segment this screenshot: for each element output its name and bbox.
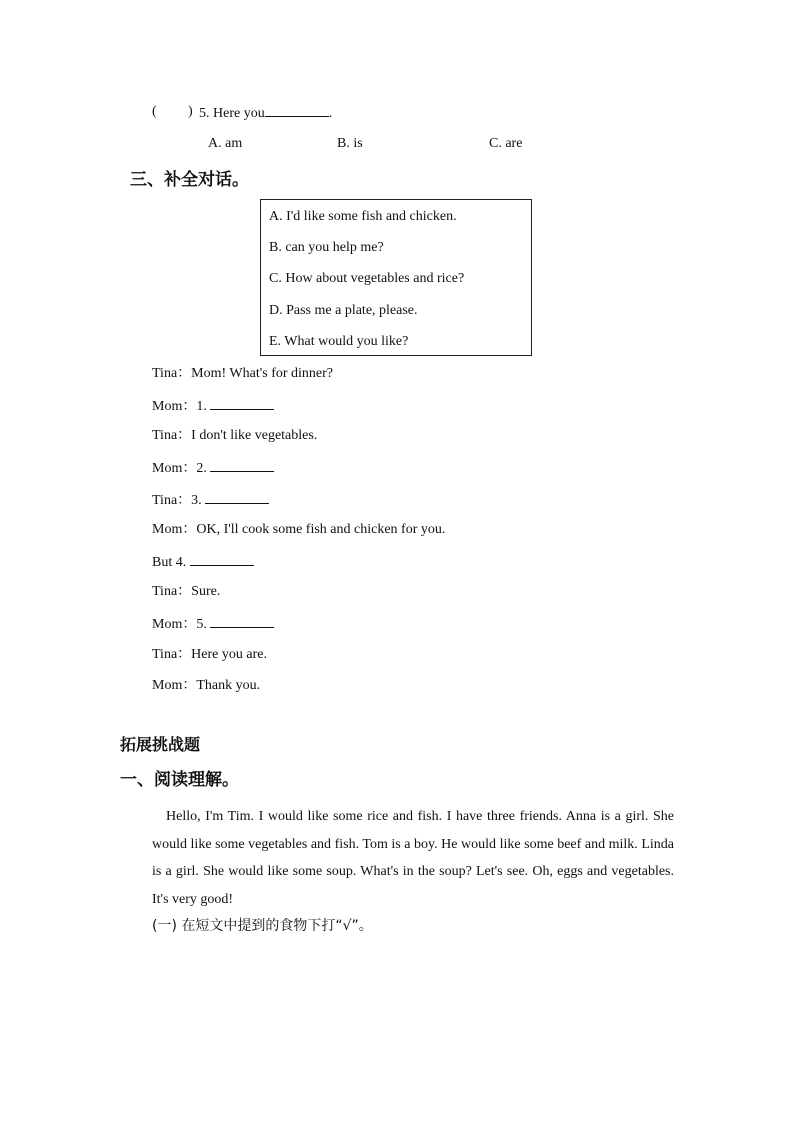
dialogue-line	[152, 521, 445, 539]
speaker: Tina：	[152, 366, 192, 381]
answer-blank-2[interactable]	[210, 458, 274, 472]
section3-title: 三、补全对话。	[130, 170, 249, 190]
utterance: OK, I'll cook some fish and chicken for you.	[196, 522, 446, 537]
speaker: Mom：	[152, 522, 197, 537]
q5-option-b[interactable]: B. is	[337, 136, 363, 151]
utterance: 1.	[196, 399, 207, 414]
answer-blank-5[interactable]	[210, 614, 274, 628]
dialogue-line	[152, 396, 274, 416]
dialogue-line	[152, 614, 274, 634]
dialogue-line	[152, 427, 317, 445]
dialogue-line	[152, 458, 274, 478]
q5-paren-close: )	[188, 104, 193, 119]
speaker: Tina：	[152, 493, 192, 508]
reading-task: (一) 在短文中提到的食物下打“√”。	[152, 918, 373, 934]
dialogue-line	[152, 365, 333, 383]
utterance: 5.	[196, 617, 207, 632]
speaker: Tina：	[152, 584, 192, 599]
speaker: Mom：	[152, 399, 197, 414]
reading-title: 一、阅读理解。	[120, 770, 239, 790]
answer-blank-3[interactable]	[205, 490, 269, 504]
box-option-c: C. How about vegetables and rice?	[269, 271, 465, 286]
q5-blank[interactable]	[265, 103, 329, 117]
utterance: I don't like vegetables.	[191, 428, 318, 443]
box-option-e: E. What would you like?	[269, 334, 409, 349]
dialogue-line	[152, 677, 260, 695]
dialogue-line	[152, 583, 220, 601]
box-option-d: D. Pass me a plate, please.	[269, 303, 418, 318]
utterance: 3.	[191, 493, 202, 508]
speaker: Mom：	[152, 678, 197, 693]
dialogue-line	[152, 552, 254, 572]
utterance: Thank you.	[196, 678, 261, 693]
utterance: Sure.	[191, 584, 221, 599]
dialogue-line	[152, 490, 269, 510]
utterance: 2.	[196, 461, 207, 476]
box-option-a: A. I'd like some fish and chicken.	[269, 209, 457, 224]
speaker: Mom：	[152, 617, 197, 632]
answer-blank-1[interactable]	[210, 396, 274, 410]
passage-text: Hello, I'm Tim. I would like some rice and fish. I have three friends. Anna is a girl. She would like some vegetables and fish. Tom is a boy. He would like some beef and milk. Linda is a girl. She would like some soup. What's in the soup? Let's see. Oh, eggs and vegetables. It's very good!	[152, 809, 674, 907]
q5-option-a[interactable]: A. am	[208, 136, 243, 151]
q5-stem	[199, 103, 332, 123]
speaker: Tina：	[152, 428, 192, 443]
speaker: Mom：	[152, 461, 197, 476]
utterance: But 4.	[152, 555, 187, 570]
extension-title: 拓展挑战题	[120, 735, 201, 754]
q5-option-c[interactable]: C. are	[489, 136, 523, 151]
dialogue-line	[152, 646, 267, 664]
utterance: Mom! What's for dinner?	[191, 366, 334, 381]
utterance: Here you are.	[191, 647, 267, 662]
speaker: Tina：	[152, 647, 192, 662]
q5-paren-open: (	[152, 104, 157, 119]
options-box	[260, 199, 532, 356]
answer-blank-4[interactable]	[190, 552, 254, 566]
reading-passage	[152, 803, 674, 913]
box-option-b: B. can you help me?	[269, 240, 384, 255]
q5-text: 5. Here you	[199, 106, 265, 121]
q5-end: .	[328, 106, 333, 121]
